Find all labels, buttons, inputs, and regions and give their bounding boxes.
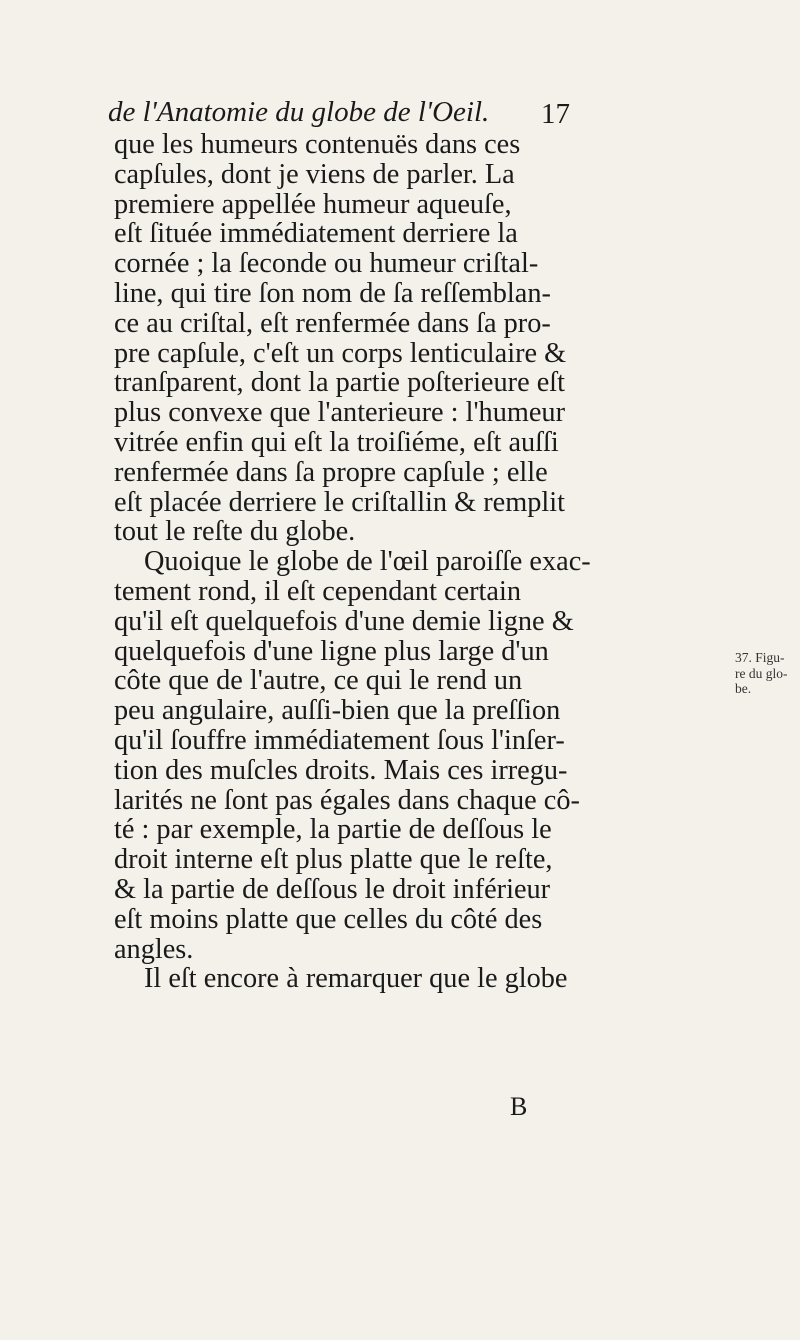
- catchword: B: [510, 1092, 528, 1121]
- text-line: eſt ſituée immédiatement derriere la: [114, 218, 518, 250]
- text-line: pre capſule, c'eſt un corps lenticulaire &: [114, 337, 567, 369]
- running-title: de l'Anatomie du globe de l'Oeil.: [108, 96, 490, 128]
- text-line: angles.: [114, 933, 194, 965]
- text-line: capſules, dont je viens de parler. La: [114, 158, 515, 190]
- text-line: que les humeurs contenuës dans ces: [114, 129, 521, 160]
- text-line: eſt placée derriere le criſtallin & remplit: [114, 486, 565, 518]
- text-line: tement rond, il eſt cependant certain: [114, 575, 521, 607]
- text-line: quelquefois d'une ligne plus large d'un: [114, 635, 549, 667]
- paragraph-start-line: Il eſt encore à remarquer que le globe: [144, 963, 568, 995]
- text-line: renfermée dans ſa propre capſule ; elle: [114, 456, 548, 488]
- paragraph-start-line: Quoique le globe de l'œil paroiſſe exac-: [144, 546, 591, 578]
- text-line: cornée ; la ſeconde ou humeur criſtal-: [114, 248, 539, 280]
- text-line: qu'il ſouffre immédiatement ſous l'inſer-: [114, 724, 565, 756]
- text-line: tranſparent, dont la partie poſterieure eſt: [114, 367, 565, 399]
- text-line: eſt moins platte que celles du côté des: [114, 903, 543, 935]
- text-line: vitrée enfin qui eſt la troiſiéme, eſt auſſi: [114, 426, 559, 458]
- text-line: côte que de l'autre, ce qui le rend un: [114, 665, 523, 697]
- text-line: tion des muſcles droits. Mais ces irregu-: [114, 754, 568, 786]
- page-number: 17: [541, 98, 570, 130]
- text-line: tout le reſte du globe.: [114, 516, 356, 548]
- text-line: peu angulaire, auſſi-bien que la preſſion: [114, 695, 561, 727]
- text-line: droit interne eſt plus platte que le reſte,: [114, 844, 553, 876]
- body-text: [114, 129, 591, 995]
- text-line: plus convexe que l'anterieure : l'humeur: [114, 397, 565, 429]
- text-line: line, qui tire ſon nom de ſa reſſemblan-: [114, 277, 551, 309]
- margin-note-line: be.: [735, 681, 752, 696]
- text-line: ce au criſtal, eſt renfermée dans ſa pro-: [114, 307, 551, 339]
- text-line: & la partie de deſſous le droit inférieur: [114, 873, 551, 905]
- text-line: larités ne ſont pas égales dans chaque cô-: [114, 784, 580, 816]
- margin-note: [735, 650, 797, 697]
- text-line: premiere appellée humeur aqueuſe,: [114, 188, 512, 220]
- margin-note-line: re du glo-: [735, 665, 788, 681]
- margin-note-line: 37. Figu-: [735, 650, 785, 665]
- text-line: qu'il eſt quelquefois d'une demie ligne &: [114, 605, 574, 637]
- text-line: té : par exemple, la partie de deſſous le: [114, 814, 552, 846]
